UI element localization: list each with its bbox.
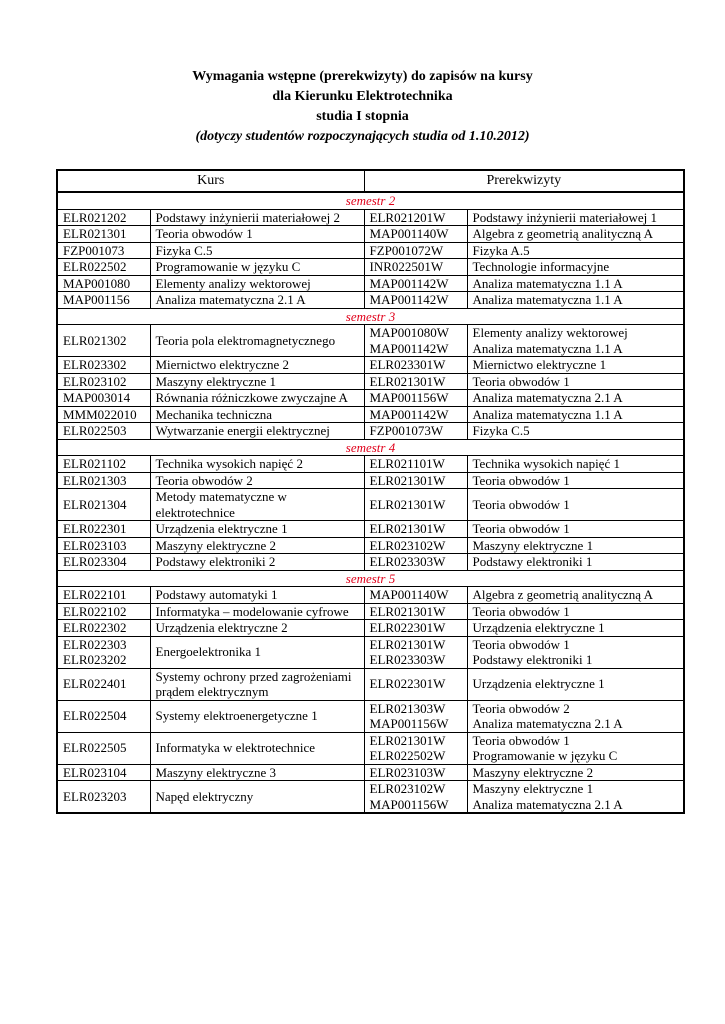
course-code — [57, 259, 150, 276]
prereq-name-line: Analiza matematyczna 2.1 A — [472, 796, 623, 812]
course-name: Napęd elektryczny — [150, 781, 364, 814]
prereq-name — [467, 668, 684, 700]
course-code-line: ELR022505 — [63, 740, 127, 756]
course-name: Maszyny elektryczne 2 — [150, 537, 364, 554]
prereq-name — [467, 521, 684, 538]
prereq-name-line: Podstawy elektroniki 1 — [472, 652, 593, 667]
prereq-code-line: INR022501W — [369, 259, 444, 274]
prereq-name — [467, 781, 684, 814]
prereq-name — [467, 259, 684, 276]
prereq-code-line: ELR022301W — [369, 676, 446, 692]
table-row — [57, 373, 684, 390]
course-code — [57, 489, 150, 521]
prereq-name — [467, 537, 684, 554]
course-code-line: ELR022102 — [63, 603, 127, 619]
course-name: Systemy elektroenergetyczne 1 — [150, 700, 364, 732]
prereq-code-line: ELR023103W — [369, 764, 446, 780]
prereq-name-line: Teoria obwodów 1 — [472, 373, 570, 389]
header-prerekwizyty: Prerekwizyty — [364, 170, 684, 192]
prereq-name — [467, 587, 684, 604]
course-code-line: FZP001073 — [63, 242, 125, 258]
prereq-code — [364, 456, 467, 473]
prereq-name — [467, 456, 684, 473]
semester-row — [57, 439, 684, 456]
prereq-name-line: Fizyka C.5 — [472, 423, 530, 438]
prereq-name — [467, 732, 684, 764]
prereq-code-line: ELR021301W — [369, 373, 446, 389]
course-code-line: ELR021302 — [63, 332, 127, 348]
course-name: Analiza matematyczna 2.1 A — [150, 292, 364, 309]
course-code — [57, 603, 150, 620]
prereq-code-line: ELR022502W — [369, 748, 446, 763]
course-code — [57, 325, 150, 357]
prereq-code — [364, 472, 467, 489]
prereq-code — [364, 292, 467, 309]
course-name: Wytwarzanie energii elektrycznej — [150, 423, 364, 440]
course-name: Energoelektronika 1 — [150, 636, 364, 668]
table-row — [57, 472, 684, 489]
prereq-code — [364, 587, 467, 604]
prerequisites-table — [56, 169, 685, 814]
prereq-name-line: Miernictwo elektryczne 1 — [472, 357, 607, 372]
table-row — [57, 489, 684, 521]
prereq-code — [364, 554, 467, 571]
course-code-line: ELR021202 — [63, 209, 127, 225]
prereq-code-line: MAP001080W — [369, 325, 449, 340]
semester-label: semestr 4 — [57, 439, 684, 456]
prereq-name-line: Teoria obwodów 1 — [472, 472, 570, 488]
prereq-name-line: Urządzenia elektryczne 1 — [472, 676, 605, 692]
prereq-code — [364, 226, 467, 243]
course-code — [57, 587, 150, 604]
table-row — [57, 554, 684, 571]
course-name: Podstawy automatyki 1 — [150, 587, 364, 604]
course-code-line: ELR023102 — [63, 373, 127, 389]
course-code-line: MAP001156 — [63, 292, 130, 307]
prereq-code — [364, 668, 467, 700]
prereq-code-line: MAP001156W — [369, 390, 449, 405]
course-code — [57, 620, 150, 637]
prereq-name-line: Algebra z geometrią analityczną A — [472, 587, 653, 602]
course-name: Fizyka C.5 — [150, 242, 364, 259]
table-row — [57, 781, 684, 814]
prereq-name — [467, 620, 684, 637]
prereq-name-line: Analiza matematyczna 1.1 A — [472, 292, 623, 307]
course-name: Metody matematyczne w elektrotechnice — [150, 489, 364, 521]
course-name: Informatyka w elektrotechnice — [150, 732, 364, 764]
prereq-code — [364, 259, 467, 276]
course-code — [57, 242, 150, 259]
prereq-name — [467, 489, 684, 521]
prereq-code-line: ELR021301W — [369, 603, 446, 619]
prereq-name-line: Technologie informacyjne — [472, 259, 610, 274]
prereq-name — [467, 226, 684, 243]
table-row — [57, 764, 684, 781]
prereq-code-line: ELR021303W — [369, 700, 446, 716]
course-code — [57, 423, 150, 440]
course-code-line: ELR022502 — [63, 259, 127, 274]
table-row — [57, 406, 684, 423]
course-code-line: ELR022303 — [63, 636, 127, 652]
prereq-code — [364, 242, 467, 259]
table-body — [57, 192, 684, 813]
prereq-name — [467, 209, 684, 226]
course-code — [57, 781, 150, 814]
table-row — [57, 390, 684, 407]
prereq-code-line: ELR022301W — [369, 620, 446, 635]
prereq-name — [467, 764, 684, 781]
course-name: Miernictwo elektryczne 2 — [150, 357, 364, 374]
prereq-code-line: ELR021301W — [369, 472, 446, 488]
course-code-line: ELR023304 — [63, 554, 127, 569]
prereq-code-line: ELR021301W — [369, 521, 446, 536]
course-code-line: ELR023104 — [63, 764, 127, 780]
table-row — [57, 226, 684, 243]
course-code — [57, 275, 150, 292]
prereq-name — [467, 242, 684, 259]
semester-row — [57, 308, 684, 325]
table-row — [57, 292, 684, 309]
table-header-row — [57, 170, 684, 192]
course-code-line: ELR022401 — [63, 676, 127, 692]
course-code — [57, 357, 150, 374]
course-name: Podstawy elektroniki 2 — [150, 554, 364, 571]
course-code — [57, 226, 150, 243]
table-row — [57, 587, 684, 604]
course-code-line: ELR021301 — [63, 226, 127, 241]
prereq-name — [467, 472, 684, 489]
prereq-code — [364, 275, 467, 292]
course-code — [57, 521, 150, 538]
prereq-name-line: Teoria obwodów 1 — [472, 636, 570, 652]
table-row — [57, 668, 684, 700]
table-row — [57, 456, 684, 473]
prereq-name-line: Urządzenia elektryczne 1 — [472, 620, 605, 635]
prereq-name-line: Teoria obwodów 2 — [472, 700, 570, 716]
table-row — [57, 423, 684, 440]
prereq-code-line: ELR021301W — [369, 636, 446, 652]
course-code-line: ELR021303 — [63, 472, 127, 488]
prereq-code — [364, 620, 467, 637]
course-code — [57, 700, 150, 732]
prereq-name-line: Analiza matematyczna 2.1 A — [472, 390, 623, 405]
semester-label: semestr 2 — [57, 192, 684, 209]
course-code-line: ELR022301 — [63, 521, 127, 536]
course-name: Teoria obwodów 1 — [150, 226, 364, 243]
prereq-code-line: MAP001142W — [369, 406, 449, 422]
table-row — [57, 636, 684, 668]
prereq-code-line: ELR023303W — [369, 652, 446, 667]
prereq-name-line: Teoria obwodów 1 — [472, 496, 570, 512]
header-kurs: Kurs — [57, 170, 364, 192]
course-code — [57, 732, 150, 764]
course-code — [57, 406, 150, 423]
prereq-code-line: ELR023102W — [369, 537, 446, 553]
prereq-code — [364, 636, 467, 668]
prereq-name — [467, 275, 684, 292]
prereq-code — [364, 390, 467, 407]
table-row — [57, 732, 684, 764]
table-row — [57, 275, 684, 292]
prereq-code-line: FZP001073W — [369, 423, 444, 438]
prereq-code-line: MAP001156W — [369, 796, 449, 812]
table-row — [57, 209, 684, 226]
prereq-code-line: MAP001142W — [369, 275, 449, 291]
semester-label: semestr 3 — [57, 308, 684, 325]
prereq-code-line: ELR021201W — [369, 209, 446, 225]
prereq-name-line: Elementy analizy wektorowej — [472, 325, 628, 340]
prereq-name-line: Podstawy elektroniki 1 — [472, 554, 593, 569]
prereq-name-line: Maszyny elektryczne 1 — [472, 537, 594, 553]
course-code-line: ELR022504 — [63, 708, 127, 724]
prereq-code-line: MAP001142W — [369, 292, 449, 307]
course-code — [57, 456, 150, 473]
course-name: Równania różniczkowe zwyczajne A — [150, 390, 364, 407]
prereq-name-line: Teoria obwodów 1 — [472, 521, 570, 536]
course-code — [57, 373, 150, 390]
course-code-line: MMM022010 — [63, 406, 137, 422]
title-line-2: dla Kierunku Elektrotechnika — [272, 89, 453, 104]
prereq-name-line: Fizyka A.5 — [472, 242, 530, 258]
prereq-name-line: Analiza matematyczna 2.1 A — [472, 716, 623, 731]
course-name: Elementy analizy wektorowej — [150, 275, 364, 292]
table-row — [57, 620, 684, 637]
course-name: Teoria obwodów 2 — [150, 472, 364, 489]
course-code — [57, 764, 150, 781]
semester-row — [57, 570, 684, 587]
course-code — [57, 636, 150, 668]
prereq-name — [467, 700, 684, 732]
course-code-line: ELR022503 — [63, 423, 127, 438]
course-code-line: ELR022101 — [63, 587, 127, 602]
course-code — [57, 390, 150, 407]
prereq-code-line: ELR021301W — [369, 496, 446, 512]
prereq-code-line: ELR023102W — [369, 781, 446, 796]
course-code-line: ELR023202 — [63, 652, 127, 667]
table-row — [57, 357, 684, 374]
prereq-code — [364, 732, 467, 764]
prereq-name-line: Podstawy inżynierii materiałowej 1 — [472, 209, 657, 225]
course-code-line: ELR021102 — [63, 456, 127, 471]
prereq-name — [467, 357, 684, 374]
prereq-code — [364, 764, 467, 781]
table-row — [57, 603, 684, 620]
prereq-code — [364, 489, 467, 521]
prereq-code — [364, 603, 467, 620]
prereq-code-line: ELR023301W — [369, 357, 446, 372]
course-name: Teoria pola elektromagnetycznego — [150, 325, 364, 357]
prereq-name — [467, 554, 684, 571]
table-row — [57, 259, 684, 276]
prereq-name-line: Maszyny elektryczne 1 — [472, 781, 594, 796]
course-name: Urządzenia elektryczne 1 — [150, 521, 364, 538]
prereq-name — [467, 373, 684, 390]
course-name: Mechanika techniczna — [150, 406, 364, 423]
prereq-code-line: MAP001142W — [369, 340, 449, 356]
course-code-line: MAP001080 — [63, 275, 131, 291]
prereq-name-line: Teoria obwodów 1 — [472, 603, 570, 619]
course-name: Maszyny elektryczne 3 — [150, 764, 364, 781]
prereq-name — [467, 423, 684, 440]
prereq-name-line: Programowanie w języku C — [472, 748, 618, 763]
prereq-name-line: Technika wysokich napięć 1 — [472, 456, 620, 471]
prereq-name-line: Algebra z geometrią analityczną A — [472, 226, 653, 241]
course-code-line: ELR021304 — [63, 496, 127, 512]
prereq-code — [364, 700, 467, 732]
course-code — [57, 292, 150, 309]
prereq-code-line: MAP001156W — [369, 716, 449, 731]
course-name: Podstawy inżynierii materiałowej 2 — [150, 209, 364, 226]
prereq-code — [364, 423, 467, 440]
course-name: Technika wysokich napięć 2 — [150, 456, 364, 473]
prereq-name-line: Teoria obwodów 1 — [472, 732, 570, 748]
prereq-code — [364, 406, 467, 423]
semester-row — [57, 192, 684, 209]
prereq-code — [364, 521, 467, 538]
prereq-code-line: ELR023303W — [369, 554, 446, 569]
course-code-line: ELR023203 — [63, 788, 127, 804]
prereq-name — [467, 603, 684, 620]
prereq-name — [467, 325, 684, 357]
course-code-line: ELR023103 — [63, 537, 127, 553]
table-row — [57, 537, 684, 554]
course-code-line: MAP003014 — [63, 390, 131, 405]
prereq-name — [467, 390, 684, 407]
course-code — [57, 472, 150, 489]
prereq-code-line: ELR021101W — [369, 456, 445, 471]
course-code-line: ELR023302 — [63, 357, 127, 372]
course-name: Systemy ochrony przed zagrożeniami prądem elektrycznym — [150, 668, 364, 700]
prereq-name-line: Maszyny elektryczne 2 — [472, 764, 594, 780]
course-code — [57, 668, 150, 700]
prereq-name-line: Analiza matematyczna 1.1 A — [472, 406, 623, 422]
course-name: Programowanie w języku C — [150, 259, 364, 276]
prereq-code — [364, 537, 467, 554]
prereq-code-line: MAP001140W — [369, 226, 449, 241]
prereq-code — [364, 325, 467, 357]
table-row — [57, 242, 684, 259]
course-name: Informatyka – modelowanie cyfrowe — [150, 603, 364, 620]
prereq-name — [467, 636, 684, 668]
prereq-code-line: FZP001072W — [369, 242, 444, 258]
prereq-code — [364, 781, 467, 814]
prereq-name — [467, 292, 684, 309]
prereq-code — [364, 357, 467, 374]
title-line-1: Wymagania wstępne (prerekwizyty) do zapisów na kursy — [192, 69, 533, 84]
prereq-code — [364, 209, 467, 226]
course-code — [57, 554, 150, 571]
prereq-code-line: MAP001140W — [369, 587, 449, 602]
table-row — [57, 521, 684, 538]
course-name: Maszyny elektryczne 1 — [150, 373, 364, 390]
prereq-code — [364, 373, 467, 390]
table-row — [57, 700, 684, 732]
course-code — [57, 537, 150, 554]
course-name: Urządzenia elektryczne 2 — [150, 620, 364, 637]
semester-label: semestr 5 — [57, 570, 684, 587]
table-row — [57, 325, 684, 357]
course-code — [57, 209, 150, 226]
prereq-name-line: Analiza matematyczna 1.1 A — [472, 340, 623, 356]
title-line-3: studia I stopnia — [316, 109, 409, 124]
prereq-name — [467, 406, 684, 423]
document-title — [0, 67, 725, 147]
prereq-code-line: ELR021301W — [369, 732, 446, 748]
course-code-line: ELR022302 — [63, 620, 127, 635]
prereq-name-line: Analiza matematyczna 1.1 A — [472, 275, 623, 291]
title-line-4: (dotyczy studentów rozpoczynających studia od 1.10.2012) — [195, 129, 530, 144]
